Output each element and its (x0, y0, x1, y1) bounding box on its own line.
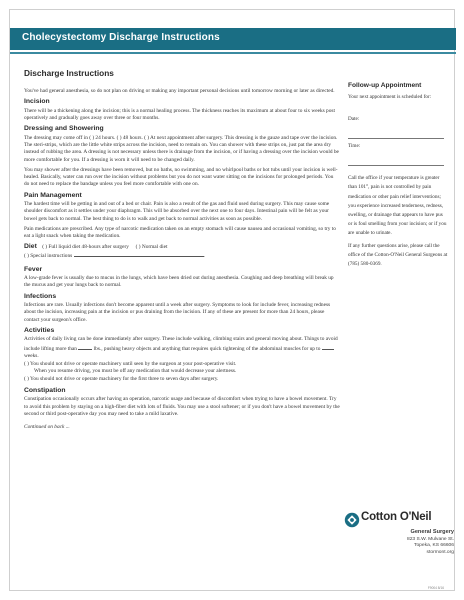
continued-note: Continued on back ... (24, 424, 70, 430)
page-title: Cholecystectomy Discharge Instructions (22, 32, 220, 43)
incision-text: There will be a thickening along the incision; this is a normal healing process. The thickness reaches its maximum at about four to six weeks post operatively and gradually goes away over three or four months. (24, 107, 335, 121)
main-content (24, 62, 340, 430)
driving-option-1-note: When you resume driving, you must be off any medication that would decrease your alertness. (34, 368, 237, 375)
date-field[interactable] (348, 138, 444, 139)
header-bar (10, 28, 456, 50)
dressing-heading: Dressing and Showering (24, 125, 104, 133)
questions-text: If any further questions arise, please call the office of the Cotton-O'Neil General Surgeons at (785) 580-0369. (348, 242, 448, 268)
activities-heading: Activities (24, 326, 55, 334)
address-line-1: 823 S.W. Mulvane St. (406, 537, 454, 542)
time-field[interactable] (348, 165, 444, 166)
dressing-text-2: You may shower after the dressings have been removed, but no baths, no swimming, and no whirlpool baths or hot tubs until your incision is well-healed. Basically, water can run over the incision without problems but you do not want water sitting on the incisions for prolonged periods. You do not need to replace the bandage unless you feel more comfortable with one on. (24, 166, 338, 188)
follow-up-sidebar (348, 82, 448, 269)
activities-text-c: weeks. (24, 352, 39, 359)
diet-heading: Diet (24, 243, 37, 251)
special-instructions-blank[interactable] (74, 251, 204, 257)
diet-option-normal[interactable]: ( ) Normal diet (135, 244, 168, 251)
weeks-blank[interactable] (322, 344, 334, 350)
constipation-text: Constipation occasionally occurs after having an operation, narcotic usage and because of discomfort when trying to have a bowel movement. Try to avoid this problem by staying on a high-fiber diet with lots of fluids. You may use a stool softener; or if you don't have a bowel movement by the second or third post-operative day you may need to take a mild laxative. (24, 396, 340, 417)
logo-name: Cotton O'Neil (361, 511, 432, 523)
pain-text-1: The hardest time will be getting in and out of a bed or chair. Pain is also a result of the gas and fluid used during surgery. This may cause some shoulder discomfort as it settles under your diaphragm. This will be absorbed over the next one to four days. Intestinal pain will be felt as your bowel gets back to normal. The best thing to do is to walk and get back to normal activities as soon as possible. (24, 201, 330, 222)
driving-option-2[interactable]: ( ) You should not drive or operate machinery for the first three to seven days after surgery. (24, 375, 219, 382)
activities-text-b: lbs., pushing heavy objects and anything that requires quick tightening of the abdominal muscles for up to (93, 345, 321, 352)
logo-mark-icon (344, 512, 360, 528)
logo-department: General Surgery (410, 529, 454, 535)
follow-up-title: Follow-up Appointment (348, 82, 422, 89)
dressing-text-1: The dressing may come off in ( ) 24 hours. ( ) 48 hours. ( ) At next appointment after surgery. This dressing is the gauze and tape over the incision. The steri-strips, which are the little white strips across the incision, need to remain on. You can shower with these strips on, just pat the area dry instead of rubbing the area. A dressing is not necessary unless there is drainage from the incision, or if having a dressing over the incision would be more comfortable for you. If a dressing is worn it will need to be changed daily. (24, 134, 339, 163)
document-page (9, 9, 455, 591)
fever-text: A low-grade fever is usually due to mucus in the lungs, which have been dried out during anesthesia. Coughing and deep breathing will break up the mucus and get your lungs back to normal. (24, 275, 334, 289)
logo-address (407, 537, 454, 556)
intro-text: You've had general anesthesia, so do not plan on driving or making any important personal decisions until tomorrow morning or later as directed. (24, 88, 335, 94)
incision-heading: Incision (24, 98, 50, 106)
constipation-heading: Constipation (24, 386, 66, 394)
diet-options (24, 243, 340, 251)
driving-option-1[interactable]: ( ) You should not drive or operate machinery until seen by the surgeon at your post-operative visit. (24, 361, 237, 367)
pain-heading: Pain Management (24, 191, 82, 199)
diet-option-full-liquid[interactable]: ( ) Full liquid diet 48-hours after surgery (42, 244, 129, 251)
date-label: Date: (348, 116, 360, 123)
diet-special-label[interactable]: ( ) Special instructions (24, 253, 73, 260)
cotton-oneil-logo (344, 510, 456, 580)
header-divider (10, 52, 456, 54)
form-code: F9004 8/16 (427, 586, 444, 590)
activities-text-a: Activities of daily living can be done immediately after surgery. These include walking, climbing stairs and general moving about. Things to avoid include lifting more than (24, 336, 338, 352)
website: stormont.org (426, 549, 454, 555)
infections-text: Infections are rare. Usually infections don't become apparent until a week after surgery. Symptoms to look for include fever, increasing redness about the incision, increasing pain at the incision or pus draining from the incision. If any of these are present for more than 24 hours, please contact your surgeon's office. (24, 302, 331, 323)
time-label: Time: (348, 143, 361, 150)
diet-special-row: ( ) Special instructions . (24, 253, 205, 260)
address-line-2: Topeka, KS 66606 (414, 543, 454, 549)
pain-text-2: Pain medications are prescribed. Any type of narcotic medication taken on an empty stomach will cause nausea and occasional vomiting, so try to eat a light snack when taking the medication. (24, 225, 336, 239)
call-office-text: Call the office if your temperature is greater than 101°, pain is not controlled by pain medication or other pain relief interventions; you experience increased tenderness, redness, swelling, or drainage that appears to have pus or is foul smelling from your incision; or if you are unable to urinate. (348, 175, 447, 237)
fever-heading: Fever (24, 265, 43, 273)
lift-limit-blank[interactable] (78, 344, 92, 350)
follow-up-intro: Your next appointment is scheduled for: (348, 94, 432, 100)
activities-text (24, 336, 340, 360)
infections-heading: Infections (24, 292, 57, 300)
section-title: Discharge Instructions (24, 68, 114, 78)
